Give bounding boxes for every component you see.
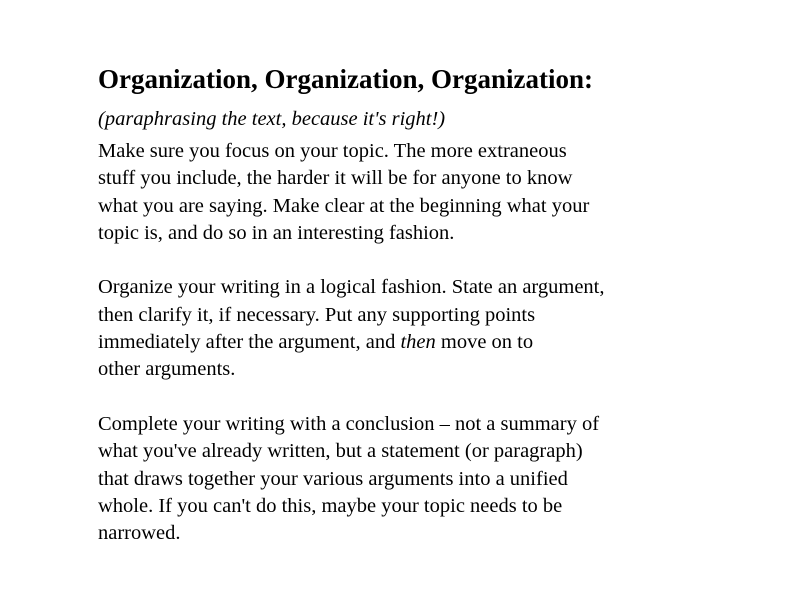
paragraph-line: Complete your writing with a conclusion – not a summary of [98, 412, 600, 435]
paragraph-focus [98, 138, 758, 247]
paragraph-line: topic is, and do so in an interesting fashion. [98, 221, 455, 244]
paragraph-line: what you are saying. Make clear at the beginning what your [98, 194, 590, 217]
paragraph-organize [98, 274, 758, 383]
slide-content [98, 62, 758, 575]
paragraph-line: stuff you include, the harder it will be for anyone to know [98, 167, 573, 190]
paragraph-line: Make sure you focus on your topic. The more extraneous [98, 140, 567, 162]
paragraph-text: immediately after the argument, and [98, 331, 401, 354]
paragraph-line: what you've already written, but a statement (or paragraph) [98, 440, 583, 463]
paragraph-line: then clarify it, if necessary. Put any supporting points [98, 303, 536, 326]
paragraph-line [98, 329, 758, 356]
paragraph-line: Organize your writing in a logical fashion. State an argument, [98, 276, 605, 299]
paragraph-line: narrowed. [98, 522, 181, 545]
slide-title: Organization, Organization, Organization: [98, 64, 593, 94]
emphasis-text: then [400, 331, 436, 354]
paragraph-line: that draws together your various arguments into a unified [98, 467, 568, 490]
paragraph-line: whole. If you can't do this, maybe your topic needs to be [98, 494, 563, 517]
slide-subtitle: (paraphrasing the text, because it's right!) [98, 108, 446, 130]
paragraph-conclusion [98, 411, 758, 547]
paragraph-line: other arguments. [98, 358, 236, 381]
paragraph-text: move on to [435, 331, 534, 354]
